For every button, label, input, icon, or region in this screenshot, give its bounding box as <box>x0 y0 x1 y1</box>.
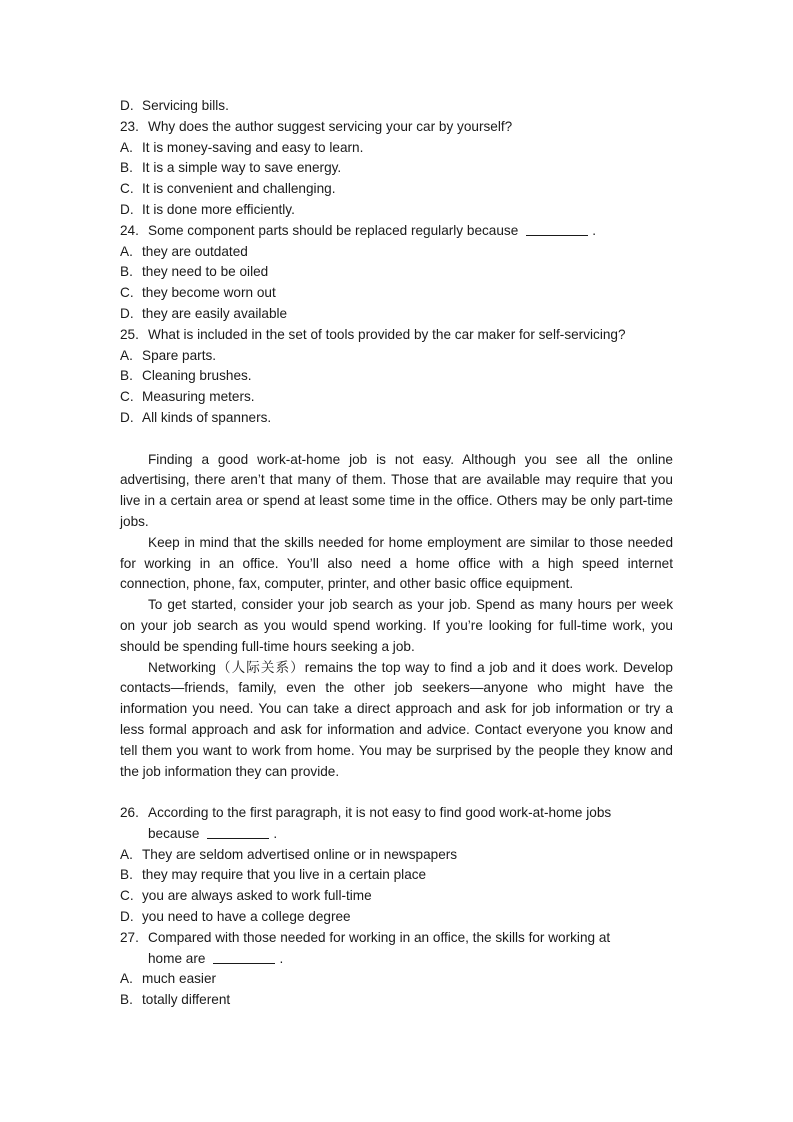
option-label: D. <box>120 201 134 217</box>
option-text: they become worn out <box>142 285 276 301</box>
option-text: They are seldom advertised online or in newspapers <box>142 846 458 862</box>
spacer <box>120 429 673 450</box>
question-end: . <box>273 825 278 841</box>
question-end: . <box>592 222 597 238</box>
passage-paragraph-4: Networking（人际关系）remains the top way to find a job and it does work. Develop contacts—friends, family, even the other job seekers—anyone who might have the information you need. You can take a direct approach and ask for job information or try a less formal approach and ask for information and advice. Contact everyone you know and tell them you want to work from home. You may be surprised by the people they know and the job information they can provide. <box>120 659 673 779</box>
answer-blank <box>526 221 588 236</box>
option-label: D. <box>120 409 134 425</box>
reading-passage <box>120 450 673 783</box>
option-text: It is a simple way to save energy. <box>142 160 342 176</box>
spacer <box>120 782 673 803</box>
option-label: B. <box>120 264 133 280</box>
option-label: B. <box>120 368 133 384</box>
question-number: 27. <box>120 929 139 945</box>
option-a-23 <box>120 138 673 159</box>
option-text: It is money-saving and easy to learn. <box>142 139 364 155</box>
question-end: . <box>279 950 284 966</box>
question-number: 24. <box>120 222 139 238</box>
option-b-23 <box>120 158 673 179</box>
option-text: they may require that you live in a certain place <box>142 867 427 883</box>
option-label: D. <box>120 98 134 113</box>
option-text: totally different <box>142 992 231 1008</box>
question-text: Why does the author suggest servicing your car by yourself? <box>148 118 513 134</box>
option-d-22 <box>120 96 673 117</box>
option-label: C. <box>120 285 134 301</box>
question-text: What is included in the set of tools provided by the car maker for self-servicing? <box>148 326 626 342</box>
option-c-26 <box>120 886 673 907</box>
question-number: 23. <box>120 118 139 134</box>
option-label: B. <box>120 992 133 1008</box>
passage-paragraph-3: To get started, consider your job search as your job. Spend as many hours per week on your job search as you would spend working. If you’re looking for full-time work, you should be spending full-time hours seeking a job. <box>120 597 673 654</box>
option-a-26 <box>120 845 673 866</box>
answer-blank <box>207 824 269 839</box>
option-label: C. <box>120 181 134 197</box>
option-label: A. <box>120 243 133 259</box>
question-number: 26. <box>120 805 139 821</box>
question-number: 25. <box>120 326 139 342</box>
option-a-24 <box>120 242 673 263</box>
option-label: B. <box>120 160 133 176</box>
document-page <box>120 96 673 1011</box>
question-25 <box>120 325 673 346</box>
option-text: you need to have a college degree <box>142 909 351 925</box>
option-d-24 <box>120 304 673 325</box>
option-label: A. <box>120 139 133 155</box>
passage-paragraph-2: Keep in mind that the skills needed for home employment are similar to those needed for working in an office. You’ll also need a home office with a high speed internet connection, phone, fax, computer, printer, and other basic office equipment. <box>120 534 673 592</box>
option-label: A. <box>120 846 133 862</box>
option-text: Cleaning brushes. <box>142 368 252 384</box>
option-a-27 <box>120 969 673 990</box>
option-label: C. <box>120 389 134 405</box>
question-26 <box>120 803 673 845</box>
question-cont-text: home are <box>148 950 206 966</box>
option-text: Measuring meters. <box>142 389 255 405</box>
option-c-23 <box>120 179 673 200</box>
option-b-25 <box>120 366 673 387</box>
question-cont-text: because <box>148 825 200 841</box>
option-label: A. <box>120 347 133 363</box>
option-label: D. <box>120 305 134 321</box>
question-continuation <box>148 949 673 970</box>
question-text: Some component parts should be replaced regularly because <box>148 222 519 238</box>
option-text: they are easily available <box>142 305 288 321</box>
option-text: they need to be oiled <box>142 264 269 280</box>
option-text: It is done more efficiently. <box>142 201 295 217</box>
option-text: All kinds of spanners. <box>142 409 272 425</box>
question-27 <box>120 928 673 970</box>
option-d-26 <box>120 907 673 928</box>
option-text: much easier <box>142 971 217 987</box>
option-b-26 <box>120 865 673 886</box>
option-c-25 <box>120 387 673 408</box>
option-text: you are always asked to work full-time <box>142 888 372 904</box>
answer-blank <box>213 949 275 964</box>
question-text: According to the first paragraph, it is not easy to find good work-at-home jobs <box>148 805 612 821</box>
question-text: Compared with those needed for working in an office, the skills for working at <box>148 929 611 945</box>
option-b-24 <box>120 262 673 283</box>
option-d-25 <box>120 408 673 429</box>
question-23 <box>120 117 673 138</box>
option-a-25 <box>120 346 673 367</box>
passage-paragraph-1: Finding a good work-at-home job is not easy. Although you see all the online advertising, there aren’t that many of them. Those that are available may require that you live in a certain area or spend at least some time in the office. Others may be only part-time jobs. <box>120 451 673 529</box>
option-text: Servicing bills. <box>142 98 229 113</box>
option-text: Spare parts. <box>142 347 217 363</box>
option-label: B. <box>120 867 133 883</box>
option-c-24 <box>120 283 673 304</box>
option-text: they are outdated <box>142 243 248 259</box>
option-label: C. <box>120 888 134 904</box>
option-text: It is convenient and challenging. <box>142 181 336 197</box>
question-continuation <box>148 824 673 845</box>
option-label: D. <box>120 909 134 925</box>
option-label: A. <box>120 971 133 987</box>
option-d-23 <box>120 200 673 221</box>
question-24 <box>120 221 673 242</box>
option-b-27 <box>120 990 673 1011</box>
